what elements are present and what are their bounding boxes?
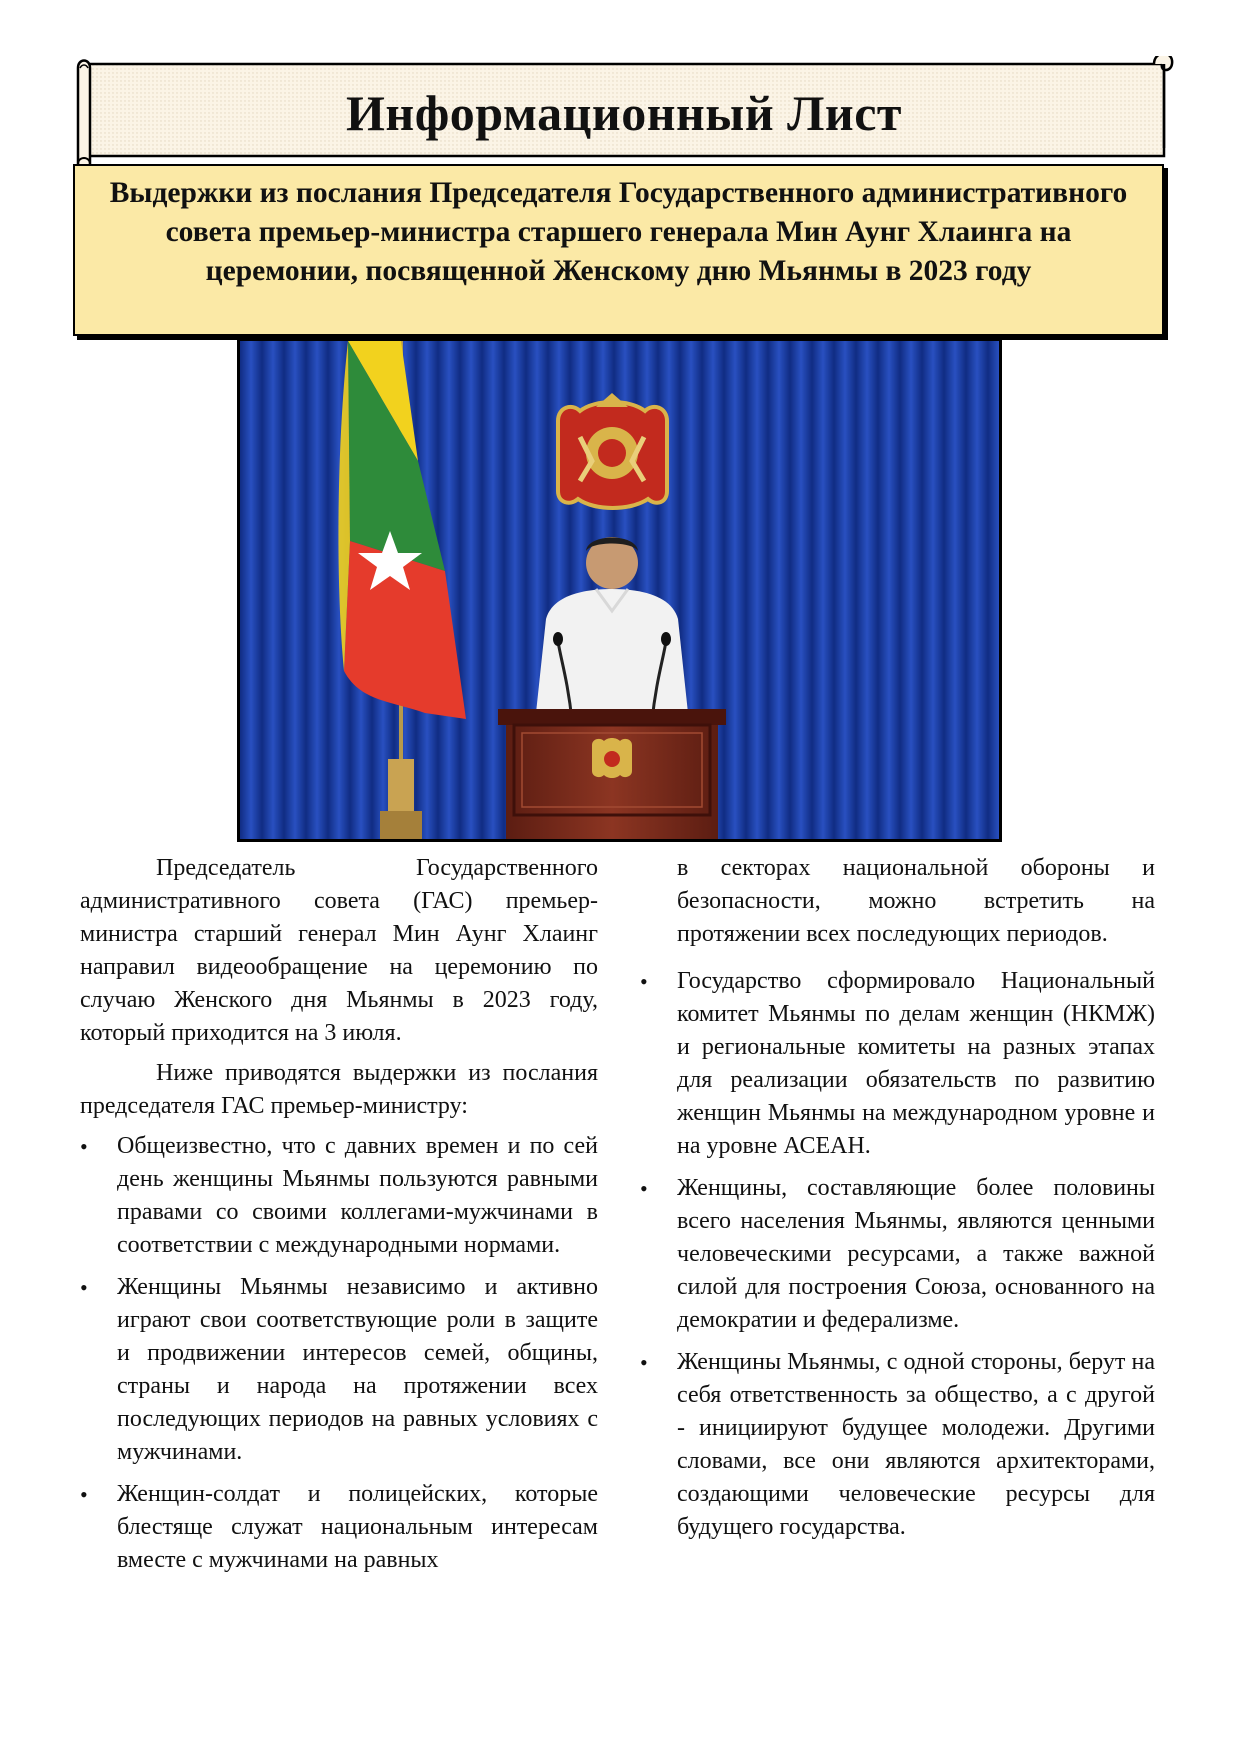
right-column	[640, 852, 1155, 1553]
list-item: • Женщины Мьянмы, с одной стороны, берут на себя ответственность за общество, а с другой - инициируют будущее молодежи. Другими словами, все они являются архитекторами, создающими человеческие ресурсы для будущего государства.	[640, 1346, 1155, 1544]
list-item: • Государство сформировало Национальный комитет Мьянмы по делам женщин (НКМЖ) и региональные комитеты на разных этапах для реализации обязательств по развитию женщин Мьянмы на международном уровне и на уровне АСЕАН.	[640, 965, 1155, 1163]
page-title: Информационный Лист	[346, 85, 902, 141]
subtitle: Выдержки из послания Председателя Государственного административного совета премьер-министра старшего генерала Мин Аунг Хлаинга на церемонии, посвященной Женскому дню Мьянмы в 2023 году	[109, 177, 1128, 287]
ceremony-photo	[237, 338, 1002, 842]
left-column	[80, 852, 598, 1586]
intro-paragraph: Председатель Государственного административного совета (ГАС) премьер-министра старший генерал Мин Аунг Хлаинг направил видеообращение на церемонию по случаю Женского дня Мьянмы в 2023 году, который приходится на 3 июля.	[80, 855, 598, 1046]
header-banner	[72, 56, 1176, 174]
subtitle-box	[73, 164, 1164, 336]
speech-photo-icon	[240, 341, 999, 839]
list-item: • Женщин-солдат и полицейских, которые блестяще служат национальным интересам вместе с мужчинами на равных	[80, 1478, 598, 1577]
lead-paragraph: Ниже приводятся выдержки из послания председателя ГАС премьер-министру:	[80, 1060, 598, 1119]
list-item: • Женщины, составляющие более половины всего населения Мьянмы, являются ценными человеческими ресурсами, а также важной силой для построения Союза, основанного на демократии и федерализме.	[640, 1172, 1155, 1337]
list-item: • Общеизвестно, что с давних времен и по сей день женщины Мьянмы пользуются равными правами со своими коллегами-мужчинами в соответствии с международными нормами.	[80, 1130, 598, 1262]
list-item: • Женщины Мьянмы независимо и активно играют свои соответствующие роли в защите и продвижении интересов семей, общины, страны и народа на протяжении всех последующих периодов на равных условиях с мужчинами.	[80, 1271, 598, 1469]
continuation-paragraph: в секторах национальной обороны и безопасности, можно встретить на протяжении всех последующих периодов.	[677, 855, 1155, 947]
bullet-list	[80, 1130, 598, 1577]
bullet-list	[640, 965, 1155, 1544]
